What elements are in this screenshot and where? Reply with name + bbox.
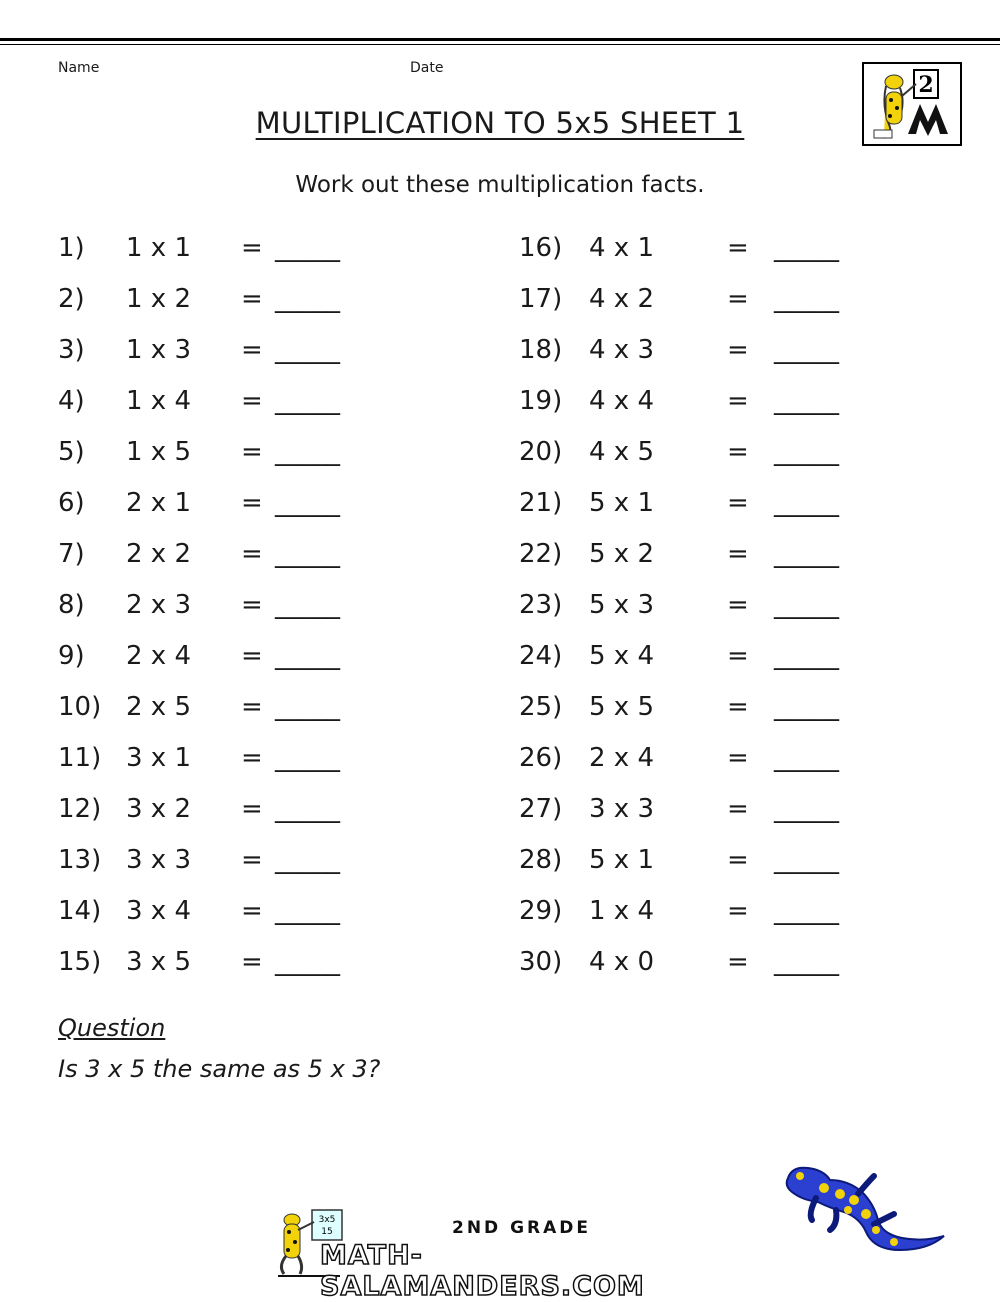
question-number: 28): [519, 845, 563, 875]
answer-blank[interactable]: _____: [774, 641, 839, 671]
equals-sign: =: [727, 437, 749, 467]
question-expression: 2 x 2: [126, 539, 191, 569]
question-expression: 4 x 4: [589, 386, 654, 416]
question-number: 15): [58, 947, 102, 977]
question-number: 27): [519, 794, 563, 824]
equals-sign: =: [241, 743, 263, 773]
instructions-text: Work out these multiplication facts.: [295, 172, 705, 198]
equals-sign: =: [727, 335, 749, 365]
question-number: 19): [519, 386, 563, 416]
question-expression: 1 x 4: [126, 386, 191, 416]
question-number: 2): [58, 284, 85, 314]
answer-blank[interactable]: _____: [774, 437, 839, 467]
question-number: 26): [519, 743, 563, 773]
question-expression: 4 x 5: [589, 437, 654, 467]
answer-blank[interactable]: _____: [275, 335, 340, 365]
question-number: 12): [58, 794, 102, 824]
question-heading: Question: [58, 1014, 166, 1042]
question-number: 13): [58, 845, 102, 875]
equals-sign: =: [241, 437, 263, 467]
question-expression: 4 x 1: [589, 233, 654, 263]
question-number: 7): [58, 539, 85, 569]
answer-blank[interactable]: _____: [275, 896, 340, 926]
question-expression: 2 x 5: [126, 692, 191, 722]
top-rule-thin: [0, 44, 1000, 45]
equals-sign: =: [727, 845, 749, 875]
question-expression: 5 x 2: [589, 539, 654, 569]
equals-sign: =: [241, 947, 263, 977]
top-rule: [0, 38, 1000, 41]
question-expression: 2 x 3: [126, 590, 191, 620]
question-number: 9): [58, 641, 85, 671]
footer-site-text: MATH-SALAMANDERS.COM: [320, 1240, 645, 1302]
answer-blank[interactable]: _____: [774, 947, 839, 977]
site-footer-logo: [274, 1200, 734, 1302]
equals-sign: =: [241, 845, 263, 875]
question-number: 16): [519, 233, 563, 263]
equals-sign: =: [727, 896, 749, 926]
date-label: Date: [410, 60, 444, 76]
question-expression: 1 x 3: [126, 335, 191, 365]
equals-sign: =: [727, 692, 749, 722]
question-number: 1): [58, 233, 85, 263]
equals-sign: =: [241, 233, 263, 263]
answer-blank[interactable]: _____: [774, 845, 839, 875]
equals-sign: =: [241, 590, 263, 620]
blue-salamander-icon: [778, 1158, 948, 1258]
answer-blank[interactable]: _____: [774, 284, 839, 314]
question-number: 3): [58, 335, 85, 365]
question-number: 22): [519, 539, 563, 569]
answer-blank[interactable]: _____: [774, 488, 839, 518]
question-expression: 3 x 5: [126, 947, 191, 977]
question-number: 18): [519, 335, 563, 365]
answer-blank[interactable]: _____: [774, 386, 839, 416]
question-expression: 1 x 4: [589, 896, 654, 926]
question-number: 17): [519, 284, 563, 314]
question-number: 30): [519, 947, 563, 977]
answer-blank[interactable]: _____: [275, 590, 340, 620]
question-expression: 5 x 1: [589, 845, 654, 875]
question-expression: 3 x 2: [126, 794, 191, 824]
equals-sign: =: [241, 539, 263, 569]
question-number: 21): [519, 488, 563, 518]
question-number: 29): [519, 896, 563, 926]
logo-digit: 2: [918, 72, 934, 98]
worksheet-title: MULTIPLICATION TO 5x5 SHEET 1: [255, 106, 745, 140]
answer-blank[interactable]: _____: [275, 947, 340, 977]
question-expression: 1 x 5: [126, 437, 191, 467]
answer-blank[interactable]: _____: [275, 692, 340, 722]
question-number: 11): [58, 743, 102, 773]
equals-sign: =: [727, 284, 749, 314]
answer-blank[interactable]: _____: [275, 488, 340, 518]
answer-blank[interactable]: _____: [774, 794, 839, 824]
equals-sign: =: [241, 641, 263, 671]
question-expression: 3 x 3: [126, 845, 191, 875]
question-expression: 5 x 3: [589, 590, 654, 620]
equals-sign: =: [241, 896, 263, 926]
answer-blank[interactable]: _____: [275, 641, 340, 671]
equals-sign: =: [241, 335, 263, 365]
footer-grade-text: 2ND GRADE: [452, 1218, 592, 1238]
answer-blank[interactable]: _____: [275, 437, 340, 467]
equals-sign: =: [727, 947, 749, 977]
equals-sign: =: [727, 386, 749, 416]
question-expression: 3 x 1: [126, 743, 191, 773]
equals-sign: =: [727, 539, 749, 569]
answer-blank[interactable]: _____: [774, 743, 839, 773]
answer-blank[interactable]: _____: [275, 386, 340, 416]
answer-blank[interactable]: _____: [275, 233, 340, 263]
question-expression: 4 x 3: [589, 335, 654, 365]
question-number: 25): [519, 692, 563, 722]
equals-sign: =: [727, 233, 749, 263]
equals-sign: =: [241, 488, 263, 518]
question-expression: 4 x 0: [589, 947, 654, 977]
name-label: Name: [58, 60, 100, 76]
question-expression: 5 x 5: [589, 692, 654, 722]
answer-blank[interactable]: _____: [774, 539, 839, 569]
question-expression: 2 x 4: [126, 641, 191, 671]
question-expression: 2 x 4: [589, 743, 654, 773]
question-number: 20): [519, 437, 563, 467]
question-number: 24): [519, 641, 563, 671]
answer-blank[interactable]: _____: [275, 794, 340, 824]
answer-blank[interactable]: _____: [774, 692, 839, 722]
equals-sign: =: [727, 794, 749, 824]
answer-blank[interactable]: _____: [774, 896, 839, 926]
question-number: 5): [58, 437, 85, 467]
answer-blank[interactable]: _____: [774, 233, 839, 263]
equals-sign: =: [241, 692, 263, 722]
question-expression: 1 x 1: [126, 233, 191, 263]
question-expression: 2 x 1: [126, 488, 191, 518]
equals-sign: =: [241, 284, 263, 314]
question-expression: 5 x 1: [589, 488, 654, 518]
question-number: 4): [58, 386, 85, 416]
answer-blank[interactable]: _____: [275, 284, 340, 314]
equals-sign: =: [241, 386, 263, 416]
question-expression: 5 x 4: [589, 641, 654, 671]
equals-sign: =: [727, 743, 749, 773]
answer-blank[interactable]: _____: [774, 590, 839, 620]
question-number: 23): [519, 590, 563, 620]
question-expression: 3 x 3: [589, 794, 654, 824]
answer-blank[interactable]: _____: [275, 743, 340, 773]
board-top-text: 3x5: [318, 1215, 336, 1225]
equals-sign: =: [727, 590, 749, 620]
question-number: 10): [58, 692, 102, 722]
answer-blank[interactable]: _____: [774, 335, 839, 365]
question-expression: 4 x 2: [589, 284, 654, 314]
equals-sign: =: [727, 488, 749, 518]
question-number: 8): [58, 590, 85, 620]
equals-sign: =: [241, 794, 263, 824]
answer-blank[interactable]: _____: [275, 539, 340, 569]
board-bottom-text: 15: [321, 1227, 333, 1237]
question-number: 6): [58, 488, 85, 518]
equals-sign: =: [727, 641, 749, 671]
question-expression: 3 x 4: [126, 896, 191, 926]
question-number: 14): [58, 896, 102, 926]
question-expression: 1 x 2: [126, 284, 191, 314]
question-text: Is 3 x 5 the same as 5 x 3?: [58, 1055, 381, 1083]
answer-blank[interactable]: _____: [275, 845, 340, 875]
